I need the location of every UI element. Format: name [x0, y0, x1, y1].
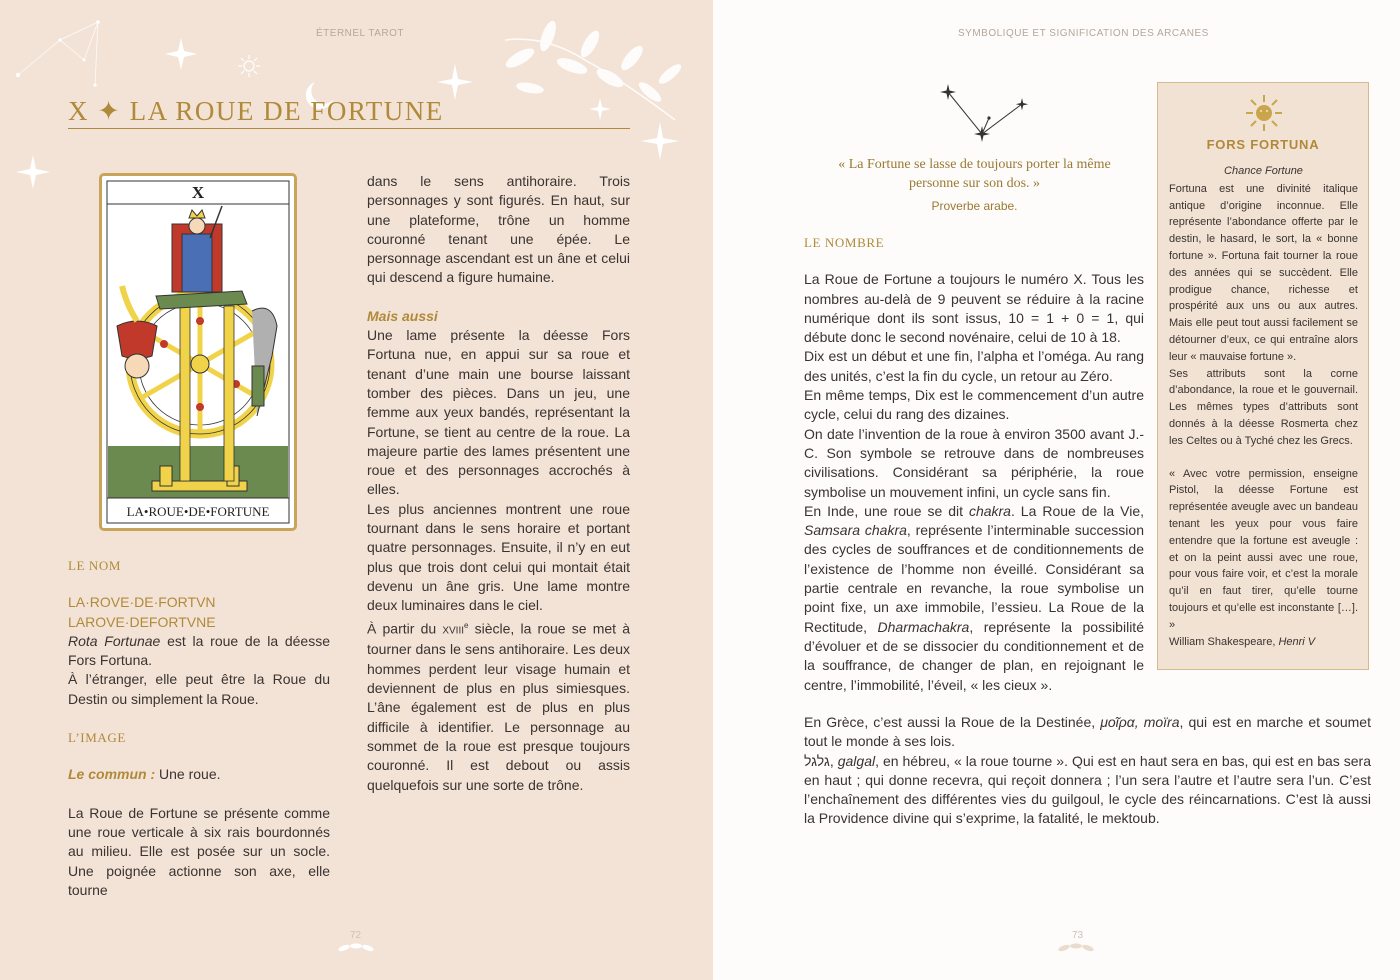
century-superscript: e [464, 620, 469, 630]
term-samsara: Samsara chakra [804, 522, 907, 539]
century-numeral: XVIII [442, 625, 465, 637]
p5-a: En Inde, une roue se dit [804, 502, 969, 519]
running-head-left: ÉTERNEL TAROT [316, 28, 404, 39]
section-heading-le-nombre: LE NOMBRE [804, 235, 885, 250]
left-column-1 [68, 556, 330, 900]
p7-b: , en hébreu, « la roue tourne ». Qui est en haut sera en bas, qui est en bas sera en haut ; qui donne recevra, qui reçoit donnera ; l’un sera l’autre et l’autre sera l’un. C’est l’enchaînement des différentes vies du guilgoul, le cycle des réincarnations. C’est là aussi la Providence divine qui s’exprime, la fatalité, le mektoub. [804, 752, 1371, 827]
p5-c: , représente l’interminable succession des cycles de souffrances et de conditionnements de l’existence de l’homme non éveillé. Considérant sa partie centrale en revanche, la roue symbolise un point fixe, un axe immobile, l’essieu. La Roue de la Rectitude, [804, 522, 1144, 635]
section-heading-le-nom: LE NOM [68, 558, 122, 573]
epigraph [812, 155, 1137, 213]
attribution-work: Henri V [1278, 635, 1316, 648]
sidebar-title: FORS FORTUNA [1206, 137, 1320, 152]
nombre-paragraph-2: Dix est un début et une fin, l’alpha et l’oméga. Au rang des unités, c’est la fin du cycle, un retour au Zéro. [804, 348, 1144, 384]
nombre-paragraph-7 [804, 752, 1371, 829]
rota-paragraph [68, 632, 330, 671]
page-number-left: 72 [350, 930, 362, 941]
nombre-paragraph-4: On date l’invention de la roue à environ 3500 avant J.-C. Son symbole se retrouve dans de nombreuses civilisations. Considérant sa périphérie, la roue symbolise un mouvement infini, un cycle sans fin. [804, 425, 1144, 500]
nombre-paragraph-5 [804, 502, 1144, 695]
right-column [804, 233, 1144, 695]
term-chakra: chakra [968, 502, 1011, 519]
etranger-paragraph: À l’étranger, elle peut être la Roue du Destin ou simplement la Roue. [68, 671, 330, 707]
wheel-of-fortune-illustration [102, 176, 294, 528]
rota-term: Rota Fortunae [68, 632, 161, 649]
epigraph-source: Proverbe arabe. [931, 199, 1018, 213]
col2-paragraph-1: dans le sens antihoraire. Trois personnages y sont figurés. En haut, sur une plateforme, trône un homme couronné tenant une épée. Le personnage ascendant est un âne et celui qui descend a figure humaine. [367, 173, 630, 286]
commun-label: Le commun : [68, 766, 156, 783]
p7-a: , [829, 752, 838, 769]
sidebar-paragraph-1: Fortuna est une divinité italique antique d’origine inconnue. Elle représente l’abondance offerte par le destin, le hasard, le sort, la « bonne fortune ». Fortuna fait tourner la roue des années qui se succèdent. Elle prodigue chance, richesse et prospérité aux uns ou aux autres. Mais elle peut tout aussi facilement se détourner d’eux, ce qui entraîne alors leur « mauvaise fortune ». [1169, 182, 1358, 363]
sidebar-paragraph-2: Ses attributs sont la corne d’abondance, la roue et le gouvernail. Les mêmes types d’attributs sont donnés à la déesse Rosmerta chez les Celtes ou à Tyché chez les Grecs. [1169, 367, 1358, 447]
card-caption: LA•ROUE•DE•FORTUNE [126, 504, 270, 519]
sidebar-body [1169, 163, 1358, 650]
p4-start: À partir du [367, 620, 443, 637]
sidebar-quote: « Avec votre permission, enseigne Pistol, la déesse Fortune est représentée aveugle avec un bandeau tenant les yeux pour vous faire entendre que la fortune est aveugle : et on la peint aussi avec une roue, pour vous faire voir, et c’est la morale qu’il en faut tirer, qu’elle tourne toujours et qu’elle est inconstante […]. » [1169, 467, 1358, 631]
page-title: X ✦ LA ROUE DE FORTUNE [68, 96, 444, 126]
sun-icon [1244, 93, 1284, 133]
section-heading-image: L’IMAGE [68, 730, 126, 746]
term-moira: μοῖρα, moïra [1100, 714, 1180, 730]
page-number-right: 73 [1072, 930, 1084, 941]
commun-text: Une roue. [155, 766, 221, 783]
sidebar-fors-fortuna [1157, 82, 1369, 670]
col2-paragraph-3: Les plus anciennes montrent une roue tournant dans le sens horaire et portant quatre personnages. Ensuite, il n’y en eut plus que trois dont celui qui montait était devenu un âne gris. Une lame montre deux luminaires dans le ciel. [367, 500, 630, 614]
sidebar-attribution [1169, 634, 1358, 651]
epigraph-quote: « La Fortune se lasse de toujours porter la même personne sur son dos. » [838, 157, 1111, 191]
left-column-2 [367, 172, 630, 795]
tarot-card [99, 173, 297, 531]
title-rule [68, 128, 630, 129]
p5-d: , représente la possibilité d’évoluer et de se dissocier du conditionnement et de la souffrance, de changer de plan, en rejoignant le centre, l’immobilité, l’éveil, « les cieux ». [804, 618, 1144, 693]
name-variant-1: LA·ROVE·DE·FORTVN [68, 594, 216, 611]
sidebar-subtitle: Chance Fortune [1224, 165, 1303, 177]
constellation-icon [935, 80, 1030, 145]
nombre-paragraph-1: La Roue de Fortune a toujours le numéro X. Tous les nombres au-delà de 9 peuvent se réduire à la racine numérique dont ils sont issus, 10 = 1 + 0 = 1, qui débute donc le second novénaire, celui de 10 à 18. [804, 271, 1144, 346]
term-dharmachakra: Dharmachakra [877, 618, 970, 635]
term-galgal: galgal [837, 752, 876, 769]
col2-paragraph-2: Une lame présente la déesse Fors Fortuna nue, en appui sur sa roue et tenant d’une main une bourse laissant tomber des pièces. Dans un jeu, une femme aux yeux bandés, représentant la Fortune, se tient au centre de la roue. La majeure partie des lames présentent une roue et des personnages accrochés à elles. [367, 327, 630, 498]
description-paragraph: La Roue de Fortune se présente comme une roue verticale à six rais bourdonnés au milieu. Elle est posée sur un socle. Une poignée actionne son axe, elle tourne [68, 804, 330, 898]
p6-a: En Grèce, c’est aussi la Roue de la Destinée, [804, 714, 1101, 730]
card-numeral: X [191, 183, 205, 202]
mais-aussi-heading: Mais aussi [367, 307, 438, 324]
nombre-paragraph-3: En même temps, Dix est le commencement d’un autre cycle, celui du rang des dizaines. [804, 387, 1144, 423]
commun-paragraph [68, 765, 330, 784]
attribution-author: William Shakespeare, [1169, 635, 1279, 648]
rota-rest: est la roue de la déesse Fors Fortuna. [68, 632, 331, 669]
nombre-paragraph-6 [804, 713, 1371, 752]
p5-b: . La Roue de la Vie, [1010, 502, 1144, 519]
p4-rest: siècle, la roue se met à tourner dans le sens antihoraire. Les deux hommes perdent leur visage humain et deviennent de plus en plus simiesques. L’âne également est de plus en plus difficile à identifier. Le personnage au sommet de la roue est presque toujours couronné. Il est debout ou assis quelquefois sur une sorte de trône. [367, 620, 630, 793]
running-head-right: SYMBOLIQUE ET SIGNIFICATION DES ARCANES [958, 28, 1209, 39]
col2-paragraph-4 [367, 616, 630, 795]
term-hebrew: גלגל [804, 752, 830, 769]
right-wide-text [804, 713, 1371, 829]
name-variant-2: LAROVE·DEFORTVNE [68, 613, 216, 630]
p6-b: , qui est en marche et soumet tout le monde à ses lois. [804, 714, 1371, 750]
